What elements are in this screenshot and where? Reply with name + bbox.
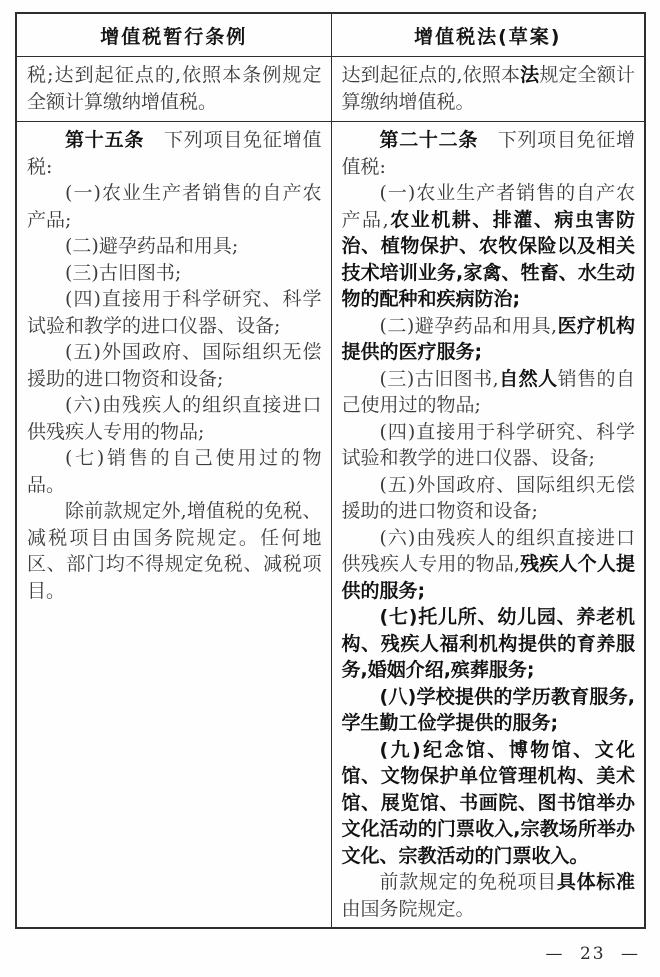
table-row [16,57,645,122]
paragraph [27,498,322,604]
paragraph [342,604,636,684]
emphasized-text-run: 法 [520,64,540,86]
emphasized-text-run: (八)学校提供的学历教育服务,学生勤工俭学提供的服务; [341,685,635,734]
text-run: 达到起征点的,依照本 [341,64,521,86]
paragraph [342,366,636,419]
cell-draft-continuation [331,57,645,122]
text-run: (七)销售的自己使用过的物品。 [27,447,322,496]
text-run: (四)直接用于科学研究、科学试验和教学的进口仪器、设备; [341,420,635,469]
page-number: — 23 — [545,944,640,964]
emphasized-text-run: 具体标准 [556,871,635,893]
paragraph [342,525,636,605]
paragraph [342,419,636,472]
text-run: (五)外国政府、国际组织无偿援助的进口物资和设备; [341,473,635,522]
text-run: 由国务院规定。 [341,897,475,920]
paragraph [342,127,636,180]
paragraph [27,339,322,392]
emphasized-text-run: (七)托儿所、幼儿园、养老机构、残疾人福利机构提供的育养服务,婚姻介绍,殡葬服务; [341,606,635,681]
paragraph [342,869,636,922]
table-row [16,122,645,929]
text-run: (六)由残疾人的组织直接进口供残疾人专用的物品, [341,526,635,575]
paragraph [27,260,322,287]
emphasized-text-run: 医疗机构提供的医疗服务; [341,314,635,363]
emphasized-text-run: 残疾人个人提供的服务; [341,553,635,602]
text-run: 前款规定的免税项目 [379,871,557,893]
table-header-row [16,13,645,57]
comparison-table [15,12,646,929]
paragraph [27,392,322,445]
text-run: (三)古旧图书; [65,261,182,284]
paragraph [27,233,322,260]
text-run: (一)农业生产者销售的自产农产品; [27,182,322,231]
paragraph [27,127,322,180]
emphasized-text-run: 第十五条 [65,129,145,151]
text-run: (六)由残疾人的组织直接进口供残疾人专用的物品; [27,394,322,443]
text-run: 规定全额计算缴纳增值税。 [341,64,635,113]
paragraph [27,62,322,115]
paragraph [342,684,636,737]
text-run: 下列项目免征增值税: [27,129,322,178]
cell-draft-article-22 [331,122,645,929]
text-run: 销售的自己使用过的物品; [341,367,635,416]
text-run: (二)避孕药品和用具, [379,314,558,337]
text-run: (二)避孕药品和用具; [65,235,239,257]
text-run: (一)农业生产者销售的自产农产品, [341,182,635,231]
emphasized-text-run: 第二十二条 [379,129,479,151]
paragraph [27,286,322,339]
paragraph [342,313,636,366]
paragraph [27,445,322,498]
text-run: (五)外国政府、国际组织无偿援助的进口物资和设备; [27,341,322,390]
paragraph [342,472,636,525]
cell-regulations-article-15 [16,122,331,929]
emphasized-text-run: (九)纪念馆、博物馆、文化馆、文物保护单位管理机构、美术馆、展览馆、书画院、图书馆举办文化活动的门票收入,宗教场所举办文化、宗教活动的门票收入。 [341,738,635,867]
cell-regulations-continuation [16,57,331,122]
text-run: 下列项目免征增值税: [341,129,635,178]
paragraph [342,180,636,313]
emphasized-text-run: 自然人 [498,367,558,390]
emphasized-text-run: 农业机耕、排灌、病虫害防治、植物保护、农牧保险以及相关技术培训业务,家禽、牲畜、水生动物的配种和疾病防治; [341,208,635,310]
text-run: 除前款规定外,增值税的免税、减税项目由国务院规定。任何地区、部门均不得规定免税、减税项目。 [27,500,322,602]
text-run: (三)古旧图书, [379,367,499,390]
paragraph [342,62,636,115]
header-provisional-regulations: 增值税暂行条例 [16,13,331,57]
paragraph [342,737,636,870]
text-run: 税;达到起征点的,依照本条例规定全额计算缴纳增值税。 [27,64,322,113]
paragraph [27,180,322,233]
text-run: (四)直接用于科学研究、科学试验和教学的进口仪器、设备; [27,288,322,337]
header-vat-law-draft: 增值税法(草案) [331,13,645,57]
